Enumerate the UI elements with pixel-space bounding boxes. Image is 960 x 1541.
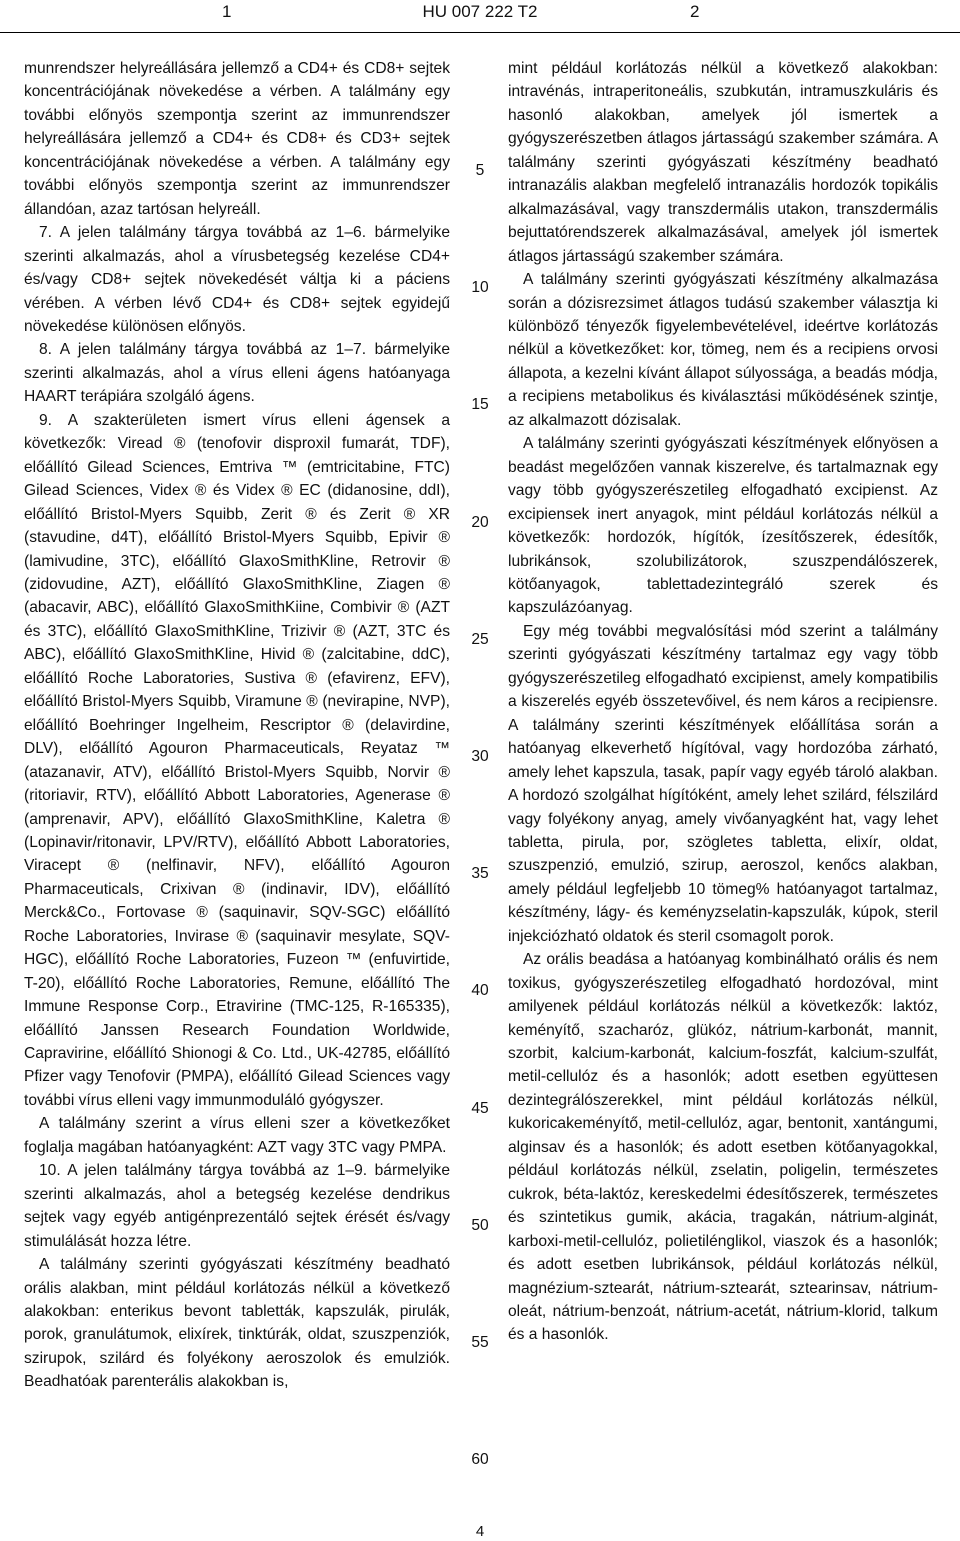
- line-number: 40: [471, 982, 489, 999]
- paragraph: A találmány szerint a vírus elleni szer a következőket foglalja magában hatóanyagként: AZT vagy 3TC vagy PMPA.: [24, 1115, 450, 1156]
- paragraph: munrendszer helyreállására jellemző a CD4+ és CD8+ sejtek koncentrációjának növekedése a vérben. A találmány egy további előnyös szempontja szerint az immunrendszer helyreállására jellemző a CD4+ és CD8+ és CD3+ sejtek koncentrációjának növekedése a vérben. A találmány egy további előnyös szempontja szerint az immunrendszer állandóan, azaz tartósan helyreáll.: [24, 60, 450, 218]
- page-header: [0, 0, 960, 36]
- paragraph: 10. A jelen találmány tárgya továbbá az 1–9. bármelyike szerinti alkalmazás, ahol a betegség kezelése dendrikus sejtek vagy egyéb antigénprezentáló sejtek érését és/vagy stimulálását hozza létre.: [24, 1162, 450, 1250]
- line-number: 30: [471, 748, 489, 765]
- line-number: 35: [471, 865, 489, 882]
- line-number: 50: [471, 1217, 489, 1234]
- document-id: HU 007 222 T2: [422, 2, 538, 21]
- line-number: 45: [471, 1100, 489, 1117]
- line-number: 55: [471, 1334, 489, 1351]
- line-number: 60: [471, 1451, 489, 1468]
- left-page-number: 1: [222, 2, 232, 21]
- line-number: 10: [471, 279, 489, 296]
- line-number: 20: [471, 514, 489, 531]
- right-page-number: 2: [690, 2, 700, 21]
- paragraph: 8. A jelen találmány tárgya továbbá az 1–7. bármelyike szerinti alkalmazás, ahol a vírus elleni ágens hatóanyaga HAART terápiára szolgáló ágens.: [24, 341, 450, 406]
- paragraph: A találmány szerinti gyógyászati készítmények előnyösen a beadást megelőzően vannak kiszerelve, és tartalmaznak egy vagy több gyógyszerészetileg elfogadható excipienst. Az excipiensek inert anyagok, mint például korlátozás nélkül a következők: hordozók, hígítók, ízesítőszerek, édesítők, lubrikánsok, szolubilizátorok, szuszpendálószerek, kötőanyagok, tablettadezintegráló szerek és kapszulázóanyag.: [508, 435, 938, 617]
- line-number: 15: [471, 396, 489, 413]
- paragraph: 7. A jelen találmány tárgya továbbá az 1–6. bármelyike szerinti alkalmazás, ahol a vírusbetegség kezelése CD4+ és/vagy CD8+ sejtek növekedését váltja ki a páciens vérében. A vérben lévő CD4+ és CD8+ sejtek egyidejű növekedése különösen előnyös.: [24, 224, 450, 335]
- header-rule: [0, 32, 960, 33]
- paragraph: A találmány szerinti gyógyászati készítmény alkalmazása során a dózisrezsimet átlagos tudású szakember választja ki különböző tényezők figyelembevételével, ideértve korlátozás nélkül a következőket: kor, tömeg, nem és a recipiens orvosi állapota, a kezelni kívánt állapot súlyossága, a beadás módja, a recipiens metabolikus és kiválasztási működésének szintje, az alkalmazott dózisalak.: [508, 271, 938, 429]
- line-number: 5: [475, 162, 485, 179]
- left-column: [24, 57, 450, 1394]
- paragraph: Az orális beadása a hatóanyag kombinálható orális és nem toxikus, gyógyszerészetileg elfogadható hordozóval, mint amilyenek például korlátozás nélkül a következők: laktóz, keményítő, szacharóz, glükóz, nátrium-karbonát, mannit, szorbit, kalcium-karbonát, kalcium-foszfát, kalcium-szulfát, metil-cellulóz és a hasonlók; adott esetben együttesen dezintegrálószerekkel, mint például korlátozás nélkül, kukoricakeményítő, metil-cellulóz, agar, bentonit, xantángumi, alginsav és a hasonlók; és adott esetben kötőanyagokkal, például korlátozás nélkül, zselatin, poligelin, természetes cukrok, béta-laktóz, kereskedelmi édesítőszerek, természetes és szintetikus gumik, akácia, tragakán, nátrium-alginát, karboxi-metil-cellulóz, polietilénglikol, viaszok és a hasonlók; és adott esetben lubrikánsok, például korlátozás nélkül, magnézium-sztearát, nátrium-sztearát, sztearinsav, nátrium-oleát, nátrium-benzoát, nátrium-acetát, nátrium-klorid, talkum és a hasonlók.: [508, 951, 938, 1344]
- paragraph: 9. A szakterületen ismert vírus elleni ágensek a következők: Viread ® (tenofovir disproxil fumarát, TDF), előállító Gilead Sciences, Emtriva ™ (emtricitabine, FTC) Gilead Sciences, Videx ® és Videx ® EC (didanosine, ddI), előállító Bristol-Myers Squibb, Zerit ® és Zerit ® XR (stavudine, d4T), előállító Bristol-Myers Squibb, Epivir ® (lamivudine, 3TC), előállító GlaxoSmithKline, Retrovir ® (zidovudine, AZT), előállító GlaxoSmithKline, Ziagen ® (abacavir, ABC), előállító GlaxoSmithKiine, Combivir ® (AZT és 3TC), előállító GlaxoSmithKline, Trizivir ® (AZT, 3TC és ABC), előállító GlaxoSmithKline, Hivid ® (zalcitabine, ddC), előállító Roche Laboratories, Sustiva ® (efavirenz, EFV), előállító Bristol-Myers Squibb, Viramune ® (nevirapine, NVP), előállító Boehringer Ingelheim, Rescriptor ® (delavirdine, DLV), előállító Agouron Pharmaceuticals, Reyataz ™ (atazanavir, ATV), előállító Bristol-Myers Squibb, Norvir ® (ritoriavir, RTV), előállító Abbott Laboratories, Agenerase ® (amprenavir, APV), előállító GlaxoSmithKline, Kaletra ® (Lopinavir/ritonavir, LPV/RTV), előállító Abbott Laboratories, Viracept ® (nelfinavir, NFV), előállító Agouron Pharmaceuticals, Crixivan ® (indinavir, IDV), előállító Merck&Co., Fortovase ® (saquinavir, SQV-SGC) előállító Roche Laboratories, Invirase ® (saquinavir mesylate, SQV-HGC), előállító Roche Laboratories, Fuzeon ™ (enfuvirtide, T-20), előállító Roche Laboratories, Remune, előállító The Immune Response Corp., Etravirine (TMC-125, R-165335), előállító Janssen Research Foundation Worldwide, Capravirine, előállító Shionogi & Co. Ltd., UK-42785, előállító Pfizer vagy Tenofovir (PMPA), előállító Gilead Sciences vagy további vírus elleni vagy immunmoduláló gyógyszer.: [24, 411, 450, 1109]
- right-column: [508, 57, 938, 1347]
- line-number: 25: [471, 631, 489, 648]
- paragraph: Egy még további megvalósítási mód szerint a találmány szerinti gyógyászati készítmény tartalmaz egy vagy több gyógyszerészetileg elfogadható excipienst, amely kompatibilis a kiszerelés egyéb összetevőivel, és nem káros a recipiensre. A találmány szerinti készítmények előállítása során a hatóanyag elkeverhető hígítóval, vagy hordozóba zárható, amely lehet kapszula, tasak, papír vagy egyéb tároló alakban. A hordozó szolgálhat hígítóként, amely lehet szilárd, félszilárd vagy folyékony anyag, amely vivőanyagként hat, vagy lehet tabletta, pirula, por, szögletes tabletta, elixír, oldat, szuszpenzió, emulzió, szirup, aeroszol, kenőcs alakban, amely például legfeljebb 10 tömeg% hatóanyagot tartalmaz, készítmény, lágy- és keményzselatin-kapszulák, kúpok, steril injekciózható oldatok és steril csomagolt porok.: [508, 622, 938, 945]
- paragraph: A találmány szerinti gyógyászati készítmény beadható orális alakban, mint például korlátozás nélkül a következő alakokban: enterikus bevont tabletták, kapszulák, pirulák, porok, granulátumok, elixírek, tinktúrák, oldat, szuszpenziók, szirupok, szilárd és folyékony aeroszolok és emulziók. Beadhatóak parenterális alakokban is,: [24, 1256, 450, 1391]
- page-footer-number: 4: [475, 1523, 485, 1540]
- paragraph: mint például korlátozás nélkül a következő alakokban: intravénás, intraperitoneális, szubkután, intramuszkuláris és hasonló alakokban, amelyek jól ismertek a gyógyszerészetben átlagos jártasságú szakember számára. A találmány szerinti gyógyászati készítmény beadható intranazális alakban megfelelő intranazális hordozók topikális alkalmazásával, vagy transzdermális utakon, transzdermális bejuttatórendszerek alkalmazásával, amelyek jól ismertek átlagos jártasságú szakember számára.: [508, 60, 938, 265]
